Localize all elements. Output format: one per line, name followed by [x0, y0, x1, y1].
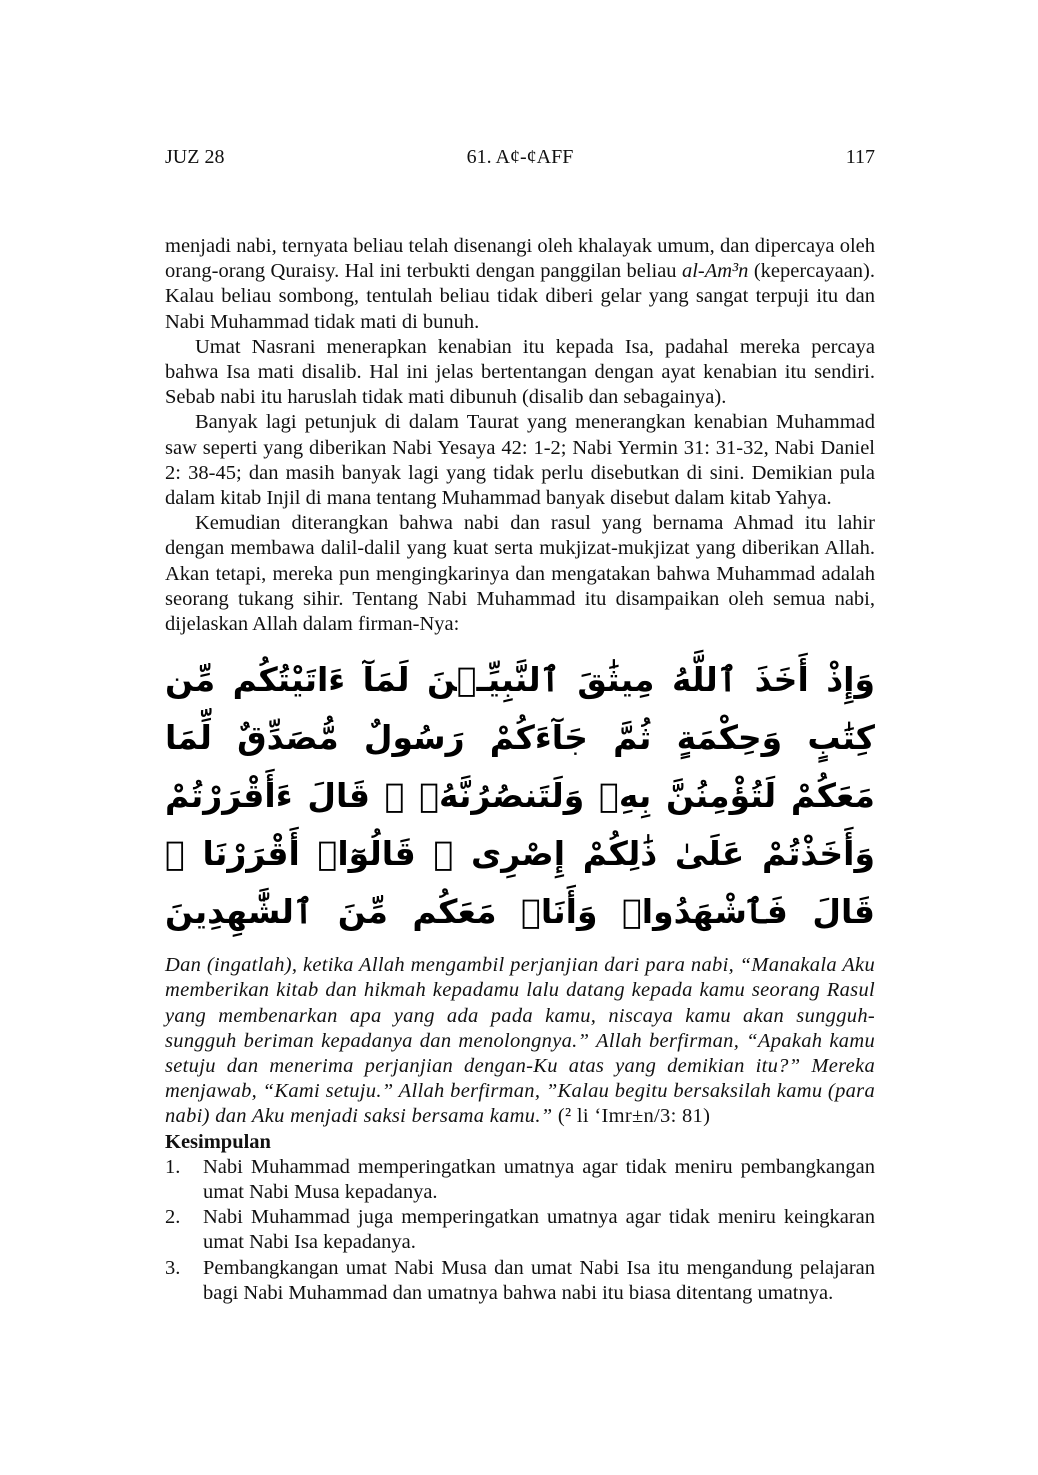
- paragraph-2: Umat Nasrani menerapkan kenabian itu kepada Isa, padahal mereka percaya bahwa Isa mati disalib. Hal ini jelas bertentangan dengan ayat kenabian itu sendiri. Sebab nabi itu haruslah tidak mati dibunuh (disalib dan sebagainya).: [165, 335, 875, 409]
- verse-translation: Dan (ingatlah), ketika Allah mengambil perjanjian dari para nabi, “Manakala Aku memberikan kitab dan hikmah kepadamu lalu datang kepada kamu seorang Rasul yang membenarkan apa yang ada pada kamu, niscaya kamu akan sungguh-sungguh beriman kepadanya dan menolongnya.” Allah berfirman, “Apakah kamu setuju dan menerima perjanjian dengan-Ku atas yang demikian itu?” Mereka menjawab, “Kami setuju.” Allah berfirman, ”Kalau begitu bersaksilah kamu (para nabi) dan Aku menjadi saksi bersama kamu.” (² li ‘Imr±n/3: 81): [165, 954, 875, 1128]
- arabic-verse: وَإِذْ أَخَذَ ٱللَّهُ مِيثَٰقَ ٱلنَّبِيِّـۧنَ لَمَآ ءَاتَيْتُكُم مِّن كِتَٰبٍ وَحِكْمَةٍ ثُمَّ جَآءَكُمْ رَسُولٌ مُّصَدِّقٌ لِّمَا مَعَكُمْ لَتُؤْمِنُنَّ بِهِۦ وَلَتَنصُرُنَّهُۥ ۚ قَالَ ءَأَقْرَرْتُمْ وَأَخَذْتُمْ عَلَىٰ ذَٰلِكُمْ إِصْرِى ۖ قَالُوٓا۟ أَقْرَرْنَا ۚ قَالَ فَٱشْهَدُوا۟ وَأَنَا۠ مَعَكُم مِّنَ ٱلشَّٰهِدِينَ: [165, 660, 875, 932]
- list-item: 1. Nabi Muhammad memperingatkan umatnya agar tidak meniru pembangkangan umat Nabi Musa kepadanya.: [165, 1155, 875, 1204]
- juz-label: JUZ 28: [165, 146, 225, 168]
- page-body: [165, 234, 875, 1306]
- page-number: 117: [845, 146, 875, 168]
- term-al-amin: al-Am³n: [681, 260, 749, 283]
- paragraph-4: Kemudian diterangkan bahwa nabi dan rasul yang bernama Ahmad itu lahir dengan membawa dalil-dalil yang kuat serta mukjizat-mukjizat yang diberikan Allah. Akan tetapi, mereka pun mengingkarinya dan mengatakan bahwa Muhammad adalah seorang tukang sihir. Tentang Nabi Muhammad itu disampaikan oleh semua nabi, dijelaskan Allah dalam firman-Nya:: [165, 512, 875, 636]
- conclusion-heading: Kesimpulan: [165, 1130, 271, 1153]
- list-item: 3. Pembangkangan umat Nabi Musa dan umat Nabi Isa itu mengandung pelajaran bagi Nabi Muhammad dan umatnya bahwa nabi itu biasa ditentang umatnya.: [165, 1256, 875, 1304]
- page-header: [165, 146, 875, 174]
- paragraph-3: Banyak lagi petunjuk di dalam Taurat yang menerangkan kenabian Muhammad saw seperti yang diberikan Nabi Yesaya 42: 1-2; Nabi Yermin 31: 31-32, Nabi Daniel 2: 38-45; dan masih banyak lagi yang tidak perlu disebutkan di sini. Demikian pula dalam kitab Injil di mana tentang Muhammad banyak disebut dalam kitab Yahya.: [165, 411, 875, 510]
- surah-title: 61. A¢-¢AFF: [466, 146, 574, 168]
- list-item: 2. Nabi Muhammad juga memperingatkan umatnya agar tidak meniru keingkaran umat Nabi Isa kepadanya.: [165, 1206, 875, 1254]
- paragraph-1: menjadi nabi, ternyata beliau telah disenangi oleh khalayak umum, dan dipercaya oleh orang-orang Quraisy. Hal ini terbukti dengan panggilan beliau al-Am³n (kepercayaan). Kalau beliau sombong, tentulah beliau tidak diberi gelar yang sangat terpuji itu dan Nabi Muhammad tidak mati di bunuh.: [165, 235, 876, 333]
- verse-reference: (² li ‘Imr±n/3: 81): [557, 1105, 711, 1128]
- conclusion-list: [165, 1155, 875, 1306]
